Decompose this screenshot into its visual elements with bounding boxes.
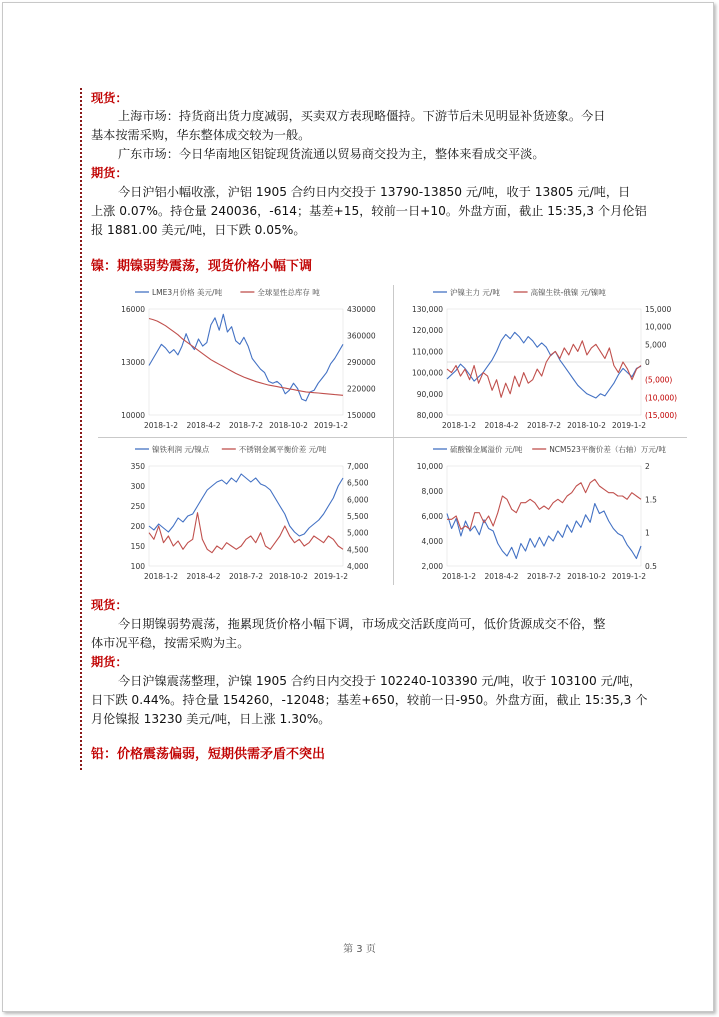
plot-area — [149, 309, 343, 415]
y-right-tick-label: 150000 — [347, 411, 376, 420]
y-left-tick-label: 300 — [130, 482, 145, 491]
pb-heading: 铅：价格震荡偏弱，短期供需矛盾不突出 — [91, 747, 326, 762]
y-left-tick-label: 8,000 — [421, 487, 443, 496]
y-right-tick-label: 0 — [645, 358, 650, 367]
x-tick-label: 2018-10-2 — [269, 572, 308, 581]
series-line — [447, 504, 641, 559]
legend-label: 不锈钢金属平衡价差 元/吨 — [238, 445, 327, 454]
y-right-tick-label: 2 — [645, 462, 650, 471]
series-line — [149, 474, 343, 536]
margin-marker — [80, 88, 82, 770]
y-right-tick-label: 5,500 — [347, 512, 369, 521]
y-right-tick-label: 5,000 — [645, 340, 667, 350]
y-right-tick-label: (5,000) — [645, 375, 673, 385]
y-left-tick-label: 2,000 — [421, 562, 443, 571]
y-right-tick-label: 15,000 — [645, 305, 672, 314]
al-futures-text: 报 1881.00 美元/吨，日下跌 0.05%。 — [91, 223, 306, 237]
series-line — [447, 341, 641, 398]
x-tick-label: 2019-1-2 — [313, 572, 349, 581]
y-left-tick-label: 90,000 — [416, 389, 443, 399]
x-tick-label: 2018-1-2 — [441, 421, 477, 430]
y-left-tick-label: 6,000 — [421, 512, 443, 521]
al-futures-label: 期货： — [91, 166, 128, 180]
y-right-tick-label: 6,500 — [347, 478, 369, 488]
y-right-tick-label: 7,000 — [347, 462, 369, 471]
x-tick-label: 2018-7-2 — [228, 421, 264, 430]
legend-label: 全球显性总库存 吨 — [257, 288, 320, 297]
x-tick-label: 2018-7-2 — [526, 421, 562, 430]
y-right-tick-label: 6,000 — [347, 495, 369, 505]
y-right-tick-label: 360000 — [347, 331, 376, 341]
al-futures-text: 上涨 0.07%。持仓量 240036，-614；基差+15，较前一日+10。外盘方面，截止 15:35,3 个月伦铝 — [91, 204, 647, 218]
ni-futures-text: 日下跌 0.44%。持仓量 154260，-12048；基差+650，较前一日-950。外盘方面，截止 15:35,3 个 — [91, 693, 648, 707]
legend-label: 高镍生铁-俄镍 元/镍吨 — [530, 288, 606, 297]
y-left-tick-label: 16000 — [121, 305, 145, 314]
x-tick-label: 2018-7-2 — [526, 572, 562, 581]
x-tick-label: 2018-4-2 — [484, 572, 519, 581]
y-right-tick-label: 290000 — [347, 358, 376, 367]
y-right-tick-label: 430000 — [347, 305, 376, 314]
y-left-tick-label: 80,000 — [416, 411, 443, 420]
al-spot-text: 上海市场：持货商出货力度减弱，买卖双方表现略僵持。下游节后未见明显补货迹象。今日 — [118, 109, 606, 123]
legend-label: LME3月价格 美元/吨 — [152, 288, 223, 297]
series-line — [149, 319, 343, 396]
al-futures-text: 今日沪铝小幅收涨，沪铝 1905 合约日内交投于 13790-13850 元/吨，收于 13805 元/吨，日 — [118, 185, 631, 199]
ni-spot-text: 今日期镍弱势震荡，拖累现货价格小幅下调，市场成交活跃度尚可，低价货源成交不俗，整 — [118, 617, 606, 631]
x-tick-label: 2018-1-2 — [441, 572, 477, 581]
al-spot-text: 广东市场：今日华南地区铝锭现货流通以贸易商交投为主，整体来看成交平淡。 — [118, 147, 545, 161]
y-left-tick-label: 4,000 — [421, 537, 443, 546]
y-left-tick-label: 350 — [130, 462, 145, 471]
al-spot-label: 现货： — [91, 91, 128, 105]
x-tick-label: 2019-1-2 — [611, 421, 647, 430]
x-tick-label: 2018-4-2 — [186, 421, 221, 430]
page-number: 第 3 页 — [343, 944, 376, 955]
y-left-tick-label: 100 — [130, 562, 145, 571]
chart-divider — [393, 285, 394, 585]
y-left-tick-label: 130,000 — [411, 305, 443, 314]
y-right-tick-label: 1.5 — [645, 495, 657, 505]
y-right-tick-label: 220000 — [347, 384, 376, 394]
y-right-tick-label: 1 — [645, 528, 650, 538]
x-tick-label: 2018-7-2 — [228, 572, 264, 581]
x-tick-label: 2018-1-2 — [143, 572, 179, 581]
y-right-tick-label: (10,000) — [645, 393, 678, 403]
ni-futures-label: 期货： — [91, 655, 128, 669]
y-right-tick-label: 4,000 — [347, 562, 369, 571]
plot-area — [149, 466, 343, 566]
y-left-tick-label: 150 — [130, 542, 145, 551]
x-tick-label: 2018-4-2 — [186, 572, 221, 581]
y-left-tick-label: 250 — [130, 502, 145, 511]
chart-nickel-sulfate — [395, 440, 691, 586]
x-tick-label: 2018-1-2 — [143, 421, 179, 430]
al-spot-text: 基本按需采购，华东整体成交较为一般。 — [91, 128, 311, 142]
y-left-tick-label: 100,000 — [411, 368, 443, 378]
x-tick-label: 2018-10-2 — [567, 421, 606, 430]
x-tick-label: 2019-1-2 — [611, 572, 647, 581]
y-left-tick-label: 110,000 — [411, 347, 443, 357]
ni-heading: 镍：期镍弱势震荡，现货价格小幅下调 — [91, 259, 313, 274]
plot-area — [447, 466, 641, 566]
y-right-tick-label: (15,000) — [645, 411, 678, 420]
series-line — [149, 314, 343, 401]
x-tick-label: 2018-10-2 — [567, 572, 606, 581]
y-right-tick-label: 4,500 — [347, 545, 369, 555]
y-left-tick-label: 200 — [130, 522, 145, 531]
series-line — [447, 479, 641, 529]
chart-shfe-npi-spread — [395, 283, 691, 435]
chart-lme-inventory — [97, 283, 393, 435]
x-tick-label: 2019-1-2 — [313, 421, 349, 430]
ni-spot-label: 现货： — [91, 598, 128, 612]
ni-spot-text: 体市况平稳，按需采购为主。 — [91, 636, 250, 650]
ni-futures-text: 今日沪镍震荡整理，沪镍 1905 合约日内交投于 102240-103390 元/吨，收于 103100 元/吨， — [118, 674, 642, 688]
x-tick-label: 2018-10-2 — [269, 421, 308, 430]
ni-futures-text: 月伦镍报 13230 美元/吨，日上涨 1.30%。 — [91, 712, 331, 726]
y-left-tick-label: 13000 — [121, 358, 145, 367]
y-right-tick-label: 10,000 — [645, 322, 672, 332]
legend-label: NCM523平衡价差（右轴）万元/吨 — [549, 445, 666, 454]
legend-label: 沪镍主力 元/吨 — [450, 288, 500, 297]
y-left-tick-label: 10000 — [121, 411, 145, 420]
legend-label: 硫酸镍金属溢价 元/吨 — [450, 445, 523, 454]
y-right-tick-label: 0.5 — [645, 562, 657, 571]
series-line — [447, 332, 641, 398]
y-left-tick-label: 120,000 — [411, 326, 443, 336]
y-right-tick-label: 5,000 — [347, 528, 369, 538]
x-tick-label: 2018-4-2 — [484, 421, 519, 430]
y-left-tick-label: 10,000 — [416, 462, 443, 471]
legend-label: 镍铁利润 元/镍点 — [152, 445, 210, 454]
chart-nife-profit — [97, 440, 393, 586]
